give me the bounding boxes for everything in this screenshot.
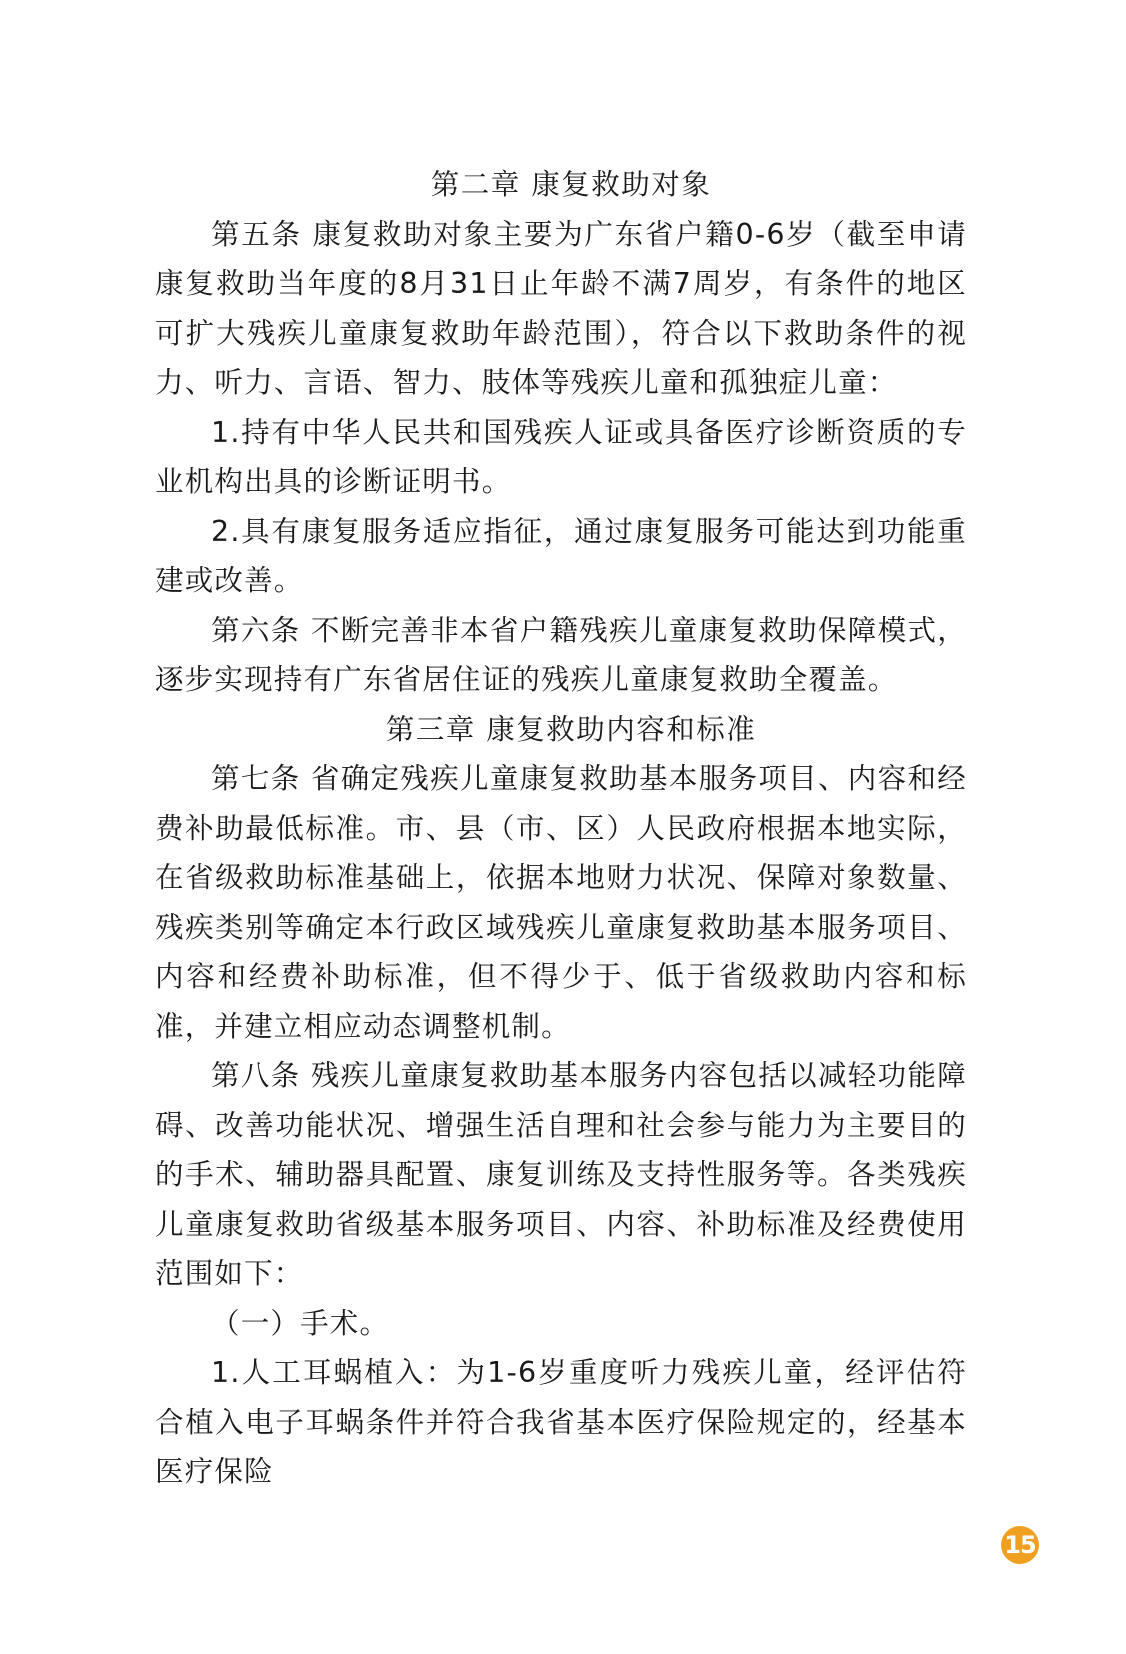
article-5-item-2: 2.具有康复服务适应指征，通过康复服务可能达到功能重建或改善。: [155, 514, 967, 597]
chapter-3-heading: 第三章 康复救助内容和标准: [385, 712, 757, 746]
page-number-badge: 15: [1001, 1526, 1039, 1564]
document-body: [155, 160, 967, 1497]
article-5-item-1: 1.持有中华人民共和国残疾人证或具备医疗诊断资质的专业机构出具的诊断证明书。: [155, 415, 967, 498]
article-5: 第五条 康复救助对象主要为广东省户籍0-6岁（截至申请康复救助当年度的8月31日止年龄不满7周岁，有条件的地区可扩大残疾儿童康复救助年龄范围），符合以下救助条件的视力、听力、言语、智力、肢体等残疾儿童和孤独症儿童：: [155, 217, 967, 399]
chapter-2-heading: 第二章 康复救助对象: [430, 168, 712, 201]
article-6: 第六条 不断完善非本省户籍残疾儿童康复救助保障模式，逐步实现持有广东省居住证的残疾儿童康复救助全覆盖。: [155, 613, 967, 696]
section-1-heading: （一）手术。: [211, 1306, 390, 1340]
section-1-item-1: 1.人工耳蜗植入：为1-6岁重度听力残疾儿童，经评估符合植入电子耳蜗条件并符合我省基本医疗保险规定的，经基本医疗保险: [155, 1356, 967, 1488]
article-7: 第七条 省确定残疾儿童康复救助基本服务项目、内容和经费补助最低标准。市、县（市、区）人民政府根据本地实际，在省级救助标准基础上，依据本地财力状况、保障对象数量、残疾类别等确定本行政区域残疾儿童康复救助基本服务项目、内容和经费补助标准，但不得少于、低于省级救助内容和标准，并建立相应动态调整机制。: [155, 762, 967, 1043]
article-8: 第八条 残疾儿童康复救助基本服务内容包括以减轻功能障碍、改善功能状况、增强生活自理和社会参与能力为主要目的的手术、辅助器具配置、康复训练及支持性服务等。各类残疾儿童康复救助省级基本服务项目、内容、补助标准及经费使用范围如下：: [155, 1059, 967, 1290]
